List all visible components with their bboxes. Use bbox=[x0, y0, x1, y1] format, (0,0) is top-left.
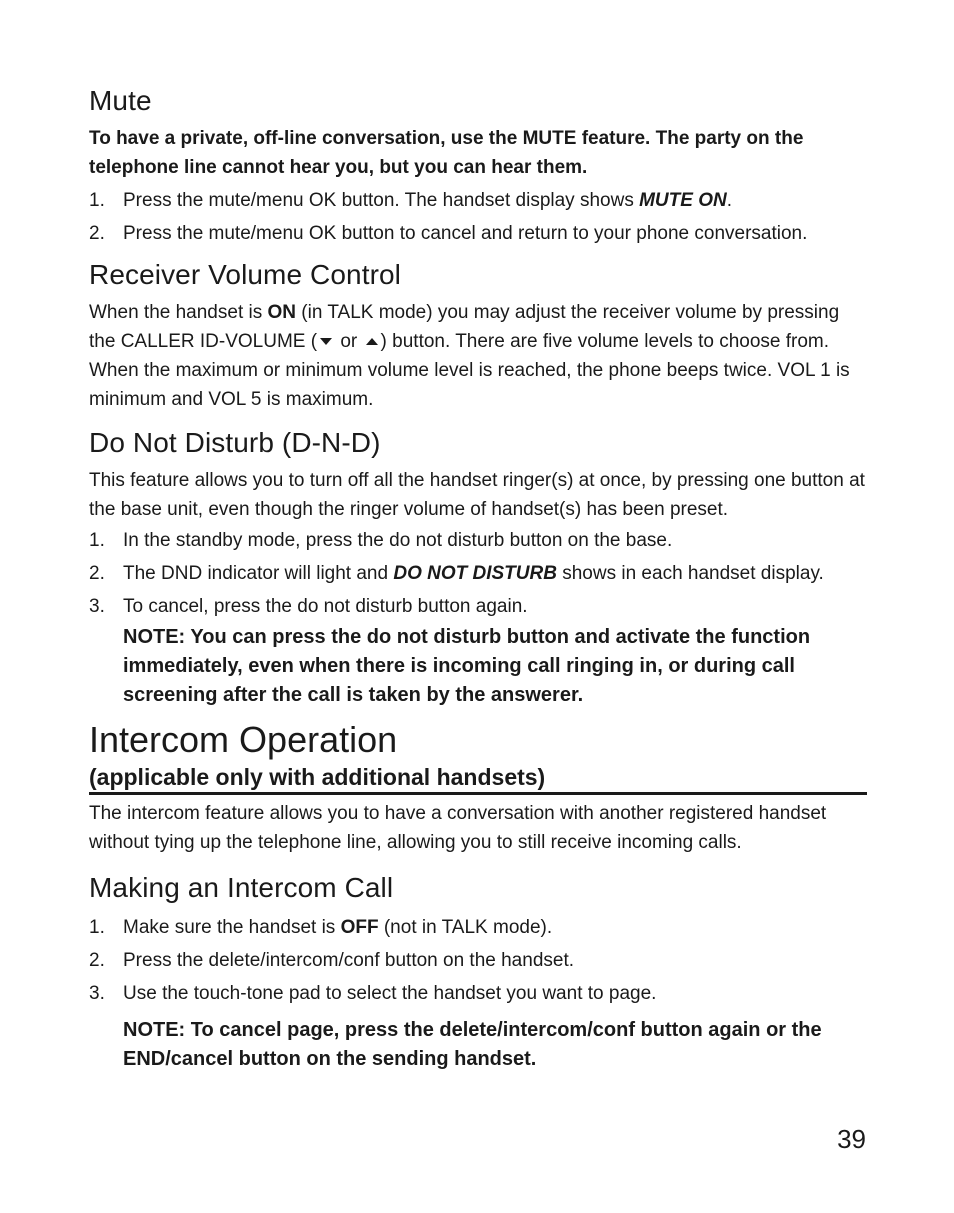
dnd-note: NOTE: You can press the do not disturb button and activate the function immediately, even when there is incoming call ringing in, or during call screening after the call is taken by the answerer. bbox=[123, 626, 811, 706]
receiver-volume-text: When the handset is ON (in TALK mode) you may adjust the receiver volume by pressing the CALLER ID-VOLUME ( or ) button. There are five volume levels to choose from. When the maximum or minimum volume level is reached, the phone beeps twice. VOL 1 is minimum and VOL 5 is maximum. bbox=[89, 302, 850, 410]
list-item: 2. The DND indicator will light and DO NOT DISTURB shows in each handset display. bbox=[89, 563, 824, 584]
list-item: 3. Use the touch-tone pad to select the handset you want to page. bbox=[89, 983, 657, 1004]
list-item: 3. To cancel, press the do not disturb button again. bbox=[89, 596, 528, 617]
mute-heading: Mute bbox=[89, 85, 152, 116]
intercom-subheading: (applicable only with additional handsets) bbox=[89, 762, 867, 795]
mute-steps bbox=[89, 184, 867, 250]
dnd-heading: Do Not Disturb (D-N-D) bbox=[89, 427, 381, 458]
list-item: 2. Press the delete/intercom/conf button on the handset. bbox=[89, 950, 575, 971]
page-number: 39 bbox=[837, 1124, 866, 1154]
volume-down-icon bbox=[320, 338, 332, 345]
manual-page bbox=[89, 82, 867, 1074]
mute-lead: To have a private, off-line conversation, use the MUTE feature. The party on the telephone line cannot hear you, but you can hear them. bbox=[89, 128, 804, 178]
intercom-intro: The intercom feature allows you to have a conversation with another registered handset without tying up the telephone line, allowing you to still receive incoming calls. bbox=[89, 803, 827, 853]
list-item: 1. Make sure the handset is OFF (not in TALK mode). bbox=[89, 917, 553, 938]
volume-up-icon bbox=[366, 338, 378, 345]
list-item: 1. In the standby mode, press the do not disturb button on the base. bbox=[89, 530, 673, 551]
dnd-display-text: DO NOT DISTURB bbox=[393, 563, 557, 584]
making-call-steps bbox=[89, 911, 867, 1010]
mute-on-display-text: MUTE ON bbox=[639, 190, 727, 211]
receiver-volume-heading: Receiver Volume Control bbox=[89, 259, 401, 290]
list-item: 2. Press the mute/menu OK button to cancel and return to your phone conversation. bbox=[89, 223, 808, 244]
making-call-note: NOTE: To cancel page, press the delete/intercom/conf button again or the END/cancel button on the sending handset. bbox=[123, 1019, 822, 1070]
dnd-steps bbox=[89, 524, 867, 623]
list-item: 1. Press the mute/menu OK button. The handset display shows MUTE ON. bbox=[89, 190, 732, 211]
dnd-intro: This feature allows you to turn off all the handset ringer(s) at once, by pressing one button at the base unit, even though the ringer volume of handset(s) has been preset. bbox=[89, 470, 865, 520]
making-call-heading: Making an Intercom Call bbox=[89, 872, 394, 903]
intercom-heading: Intercom Operation bbox=[89, 719, 398, 760]
